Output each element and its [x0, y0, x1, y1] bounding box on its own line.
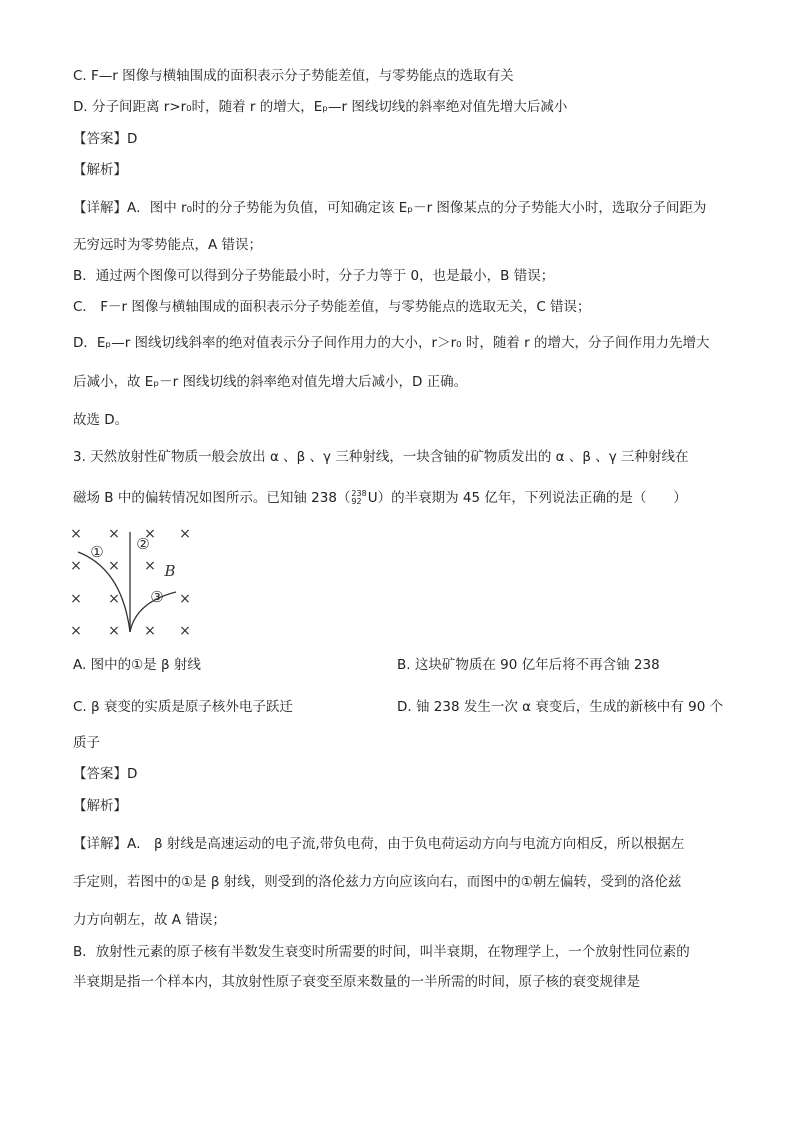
option-c[interactable]: C. β 衰变的实质是原子核外电子跃迁 [73, 699, 293, 715]
element-symbol: U [367, 490, 378, 506]
magnetic-field-diagram [64, 524, 204, 644]
atomic-number: 92 [351, 497, 362, 506]
field-cross: × [108, 591, 120, 607]
question-3-stem-cont [73, 488, 687, 508]
field-cross: × [70, 591, 82, 607]
option-d-prev-question: D. 分子间距离 r>r₀时，随着 r 的增大，Eₚ—r 图线切线的斜率绝对值先增大后减小 [73, 99, 568, 115]
option-d[interactable]: D. 铀 238 发生一次 α 衰变后，生成的新核中有 90 个 [397, 699, 724, 715]
option-a[interactable]: A. 图中的①是 β 射线 [73, 657, 201, 673]
detail-c-prev: C． F－r 图像与横轴围成的面积表示分子势能差值，与零势能点的选取无关，C 错误； [73, 299, 591, 315]
conclusion-prev: 故选 D。 [73, 412, 129, 428]
field-cross: × [144, 526, 156, 542]
answer-label-prev: 【答案】D [73, 131, 138, 147]
analysis-label-prev: 【解析】 [73, 162, 127, 178]
question-3-stem: 3. 天然放射性矿物质一般会放出 α 、β 、γ 三种射线，一块含铀的矿物质发出的 α 、β 、γ 三种射线在 [73, 449, 689, 465]
ray-label-1: ① [90, 543, 104, 561]
field-cross: × [144, 558, 156, 574]
answer-label: 【答案】D [73, 766, 138, 782]
option-c-prev-question: C. F—r 图像与横轴围成的面积表示分子势能差值，与零势能点的选取有关 [73, 68, 514, 84]
detail-a: 【详解】A． β 射线是高速运动的电子流,带负电荷，由于负电荷运动方向与电流方向相反，所以根据左 [73, 836, 685, 852]
field-label-b: B [164, 562, 176, 580]
detail-a-cont-2: 力方向朝左，故 A 错误； [73, 912, 226, 928]
ray-label-3: ③ [150, 588, 164, 606]
field-cross: × [70, 526, 82, 542]
detail-a-prev: 【详解】A．图中 r₀时的分子势能为负值，可知确定该 Eₚ－r 图像某点的分子势能大小时，选取分子间距为 [73, 200, 707, 216]
option-b[interactable]: B. 这块矿物质在 90 亿年后将不再含铀 238 [397, 657, 660, 673]
detail-b: B．放射性元素的原子核有半数发生衰变时所需要的时间，叫半衰期，在物理学上，一个放射性同位素的 [73, 944, 690, 960]
field-cross: × [144, 623, 156, 639]
field-cross: × [179, 526, 191, 542]
detail-d-prev-cont: 后减小，故 Eₚ－r 图线切线的斜率绝对值先增大后减小，D 正确。 [73, 374, 468, 390]
detail-b-cont: 半衰期是指一个样本内，其放射性原子衰变至原来数量的一半所需的时间，原子核的衰变规律是 [73, 974, 640, 990]
detail-a-prev-cont: 无穷远时为零势能点，A 错误； [73, 237, 263, 253]
stem-text-b: ）的半衰期为 45 亿年，下列说法正确的是（ ） [377, 490, 687, 506]
mass-number: 238 [351, 489, 367, 498]
option-d-cont: 质子 [73, 735, 100, 751]
field-cross: × [108, 623, 120, 639]
ray-label-2: ② [136, 535, 150, 553]
field-cross: × [70, 558, 82, 574]
field-cross: × [70, 623, 82, 639]
analysis-label: 【解析】 [73, 798, 127, 814]
ray-path-1 [78, 552, 130, 632]
field-cross: × [108, 558, 120, 574]
nuclide-notation [351, 490, 366, 506]
field-cross: × [179, 623, 191, 639]
stem-text-a: 磁场 B 中的偏转情况如图所示。已知铀 238（ [73, 490, 351, 506]
field-cross: × [108, 526, 120, 542]
detail-d-prev: D．Eₚ—r 图线切线斜率的绝对值表示分子间作用力的大小，r＞r₀ 时，随着 r 的增大，分子间作用力先增大 [73, 335, 710, 351]
detail-a-cont: 手定则，若图中的①是 β 射线，则受到的洛伦兹力方向应该向右，而图中的①朝左偏转，受到的洛伦兹 [73, 874, 682, 890]
field-cross: × [179, 591, 191, 607]
detail-b-prev: B．通过两个图像可以得到分子势能最小时，分子力等于 0，也是最小，B 错误； [73, 268, 555, 284]
